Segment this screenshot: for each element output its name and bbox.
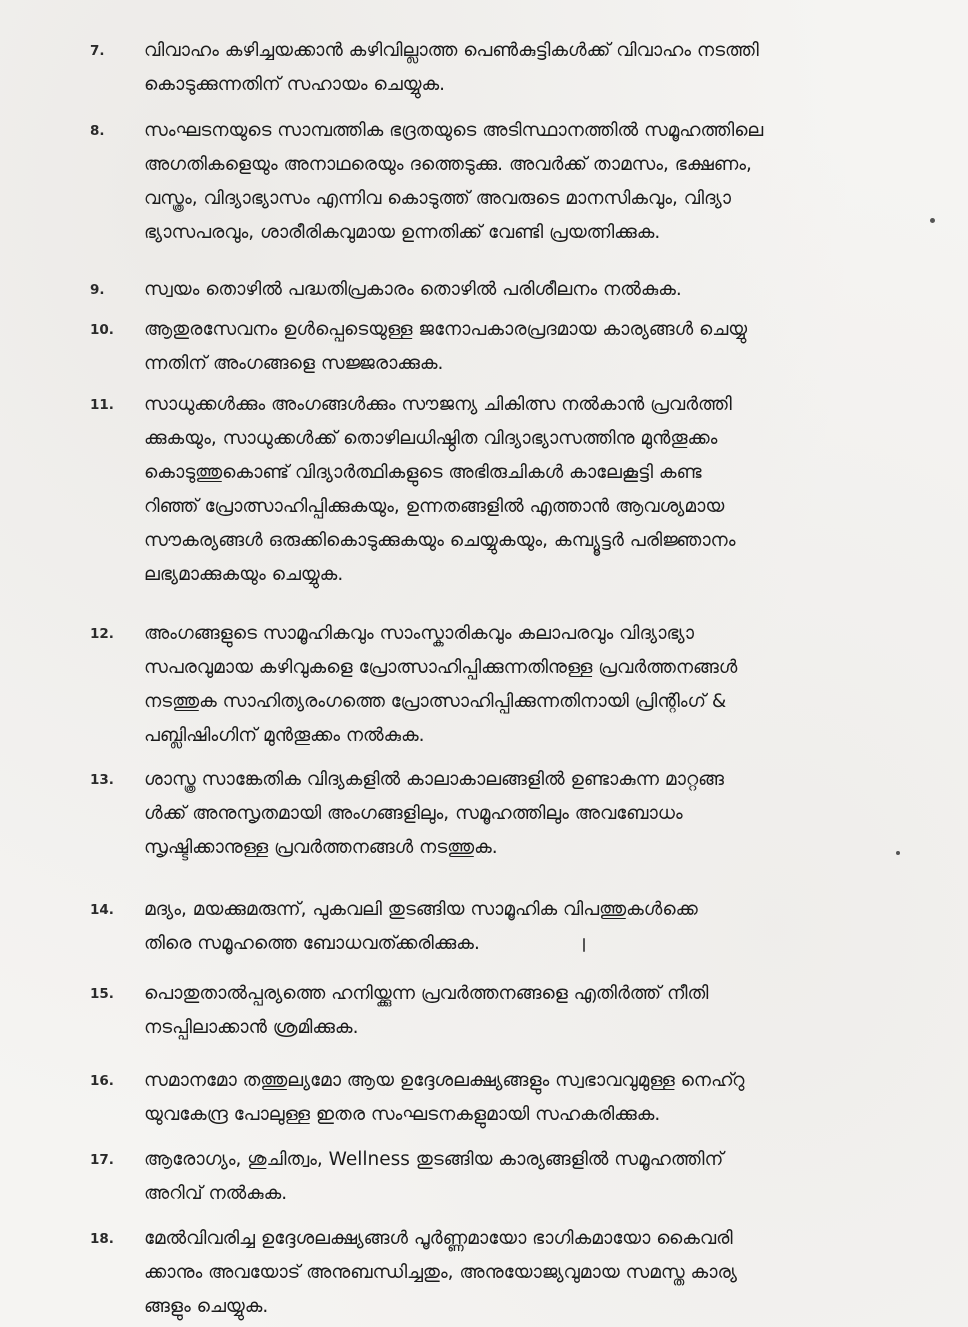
text-line: ക്കുകയും, സാധുക്കൾക്ക് തൊഴിലധിഷ്ഠിത വിദ്യാഭ്യാസത്തിനു മുൻതൂക്കം [144, 428, 718, 449]
text-line: ൾക്ക് അനുസൃതമായി അംഗങ്ങളിലും, സമൂഹത്തിലും അവബോധം [144, 803, 683, 824]
text-line: അംഗങ്ങളുടെ സാമൂഹികവും സാംസ്കാരികവും കലാപരവും വിദ്യാഭ്യാ [144, 623, 694, 644]
item-number: 16. [90, 1073, 114, 1089]
item-text [144, 977, 904, 1045]
text-line: നടപ്പിലാക്കാൻ ശ്രമിക്കുക. [144, 1017, 359, 1038]
text-line: വിവാഹം കഴിച്ചയക്കാൻ കഴിവില്ലാത്ത പെൺകുട്ടികൾക്ക് വിവാഹം നടത്തി [144, 40, 759, 61]
text-line: മേൽവിവരിച്ച ഉദ്ദേശലക്ഷ്യങ്ങൾ പൂർണ്ണമായോ ഭാഗികമായോ കൈവരി [144, 1228, 733, 1249]
text-line: കൊടുത്തുകൊണ്ട് വിദ്യാർത്ഥികളുടെ അഭിരുചികൾ കാലേകൂട്ടി കണ്ട [144, 462, 702, 483]
text-line: ഭ്യാസപരവും, ശാരീരികവുമായ ഉന്നതിക്ക് വേണ്ടി പ്രയത്നിക്കുക. [144, 222, 661, 243]
scan-speck [583, 938, 585, 952]
item-number: 18. [90, 1231, 114, 1247]
item-text [144, 1222, 904, 1324]
item-number: 13. [90, 772, 114, 788]
text-line: സമാനമോ തത്തുല്യമോ ആയ ഉദ്ദേശലക്ഷ്യങ്ങളും സ്വഭാവവുമുള്ള നെഹ്റു [144, 1070, 745, 1091]
text-line: സൃഷ്ടിക്കാനുള്ള പ്രവർത്തനങ്ങൾ നടത്തുക. [144, 837, 498, 858]
text-line: മദ്യം, മയക്കുമരുന്ന്, പുകവലി തുടങ്ങിയ സാമൂഹിക വിപത്തുകൾക്കെ [144, 899, 698, 920]
text-line: നടത്തുക സാഹിത്യരംഗത്തെ പ്രോത്സാഹിപ്പിക്കുന്നതിനായി പ്രിന്റിംഗ് & [144, 691, 727, 712]
text-line: സ്വയം തൊഴിൽ പദ്ധതിപ്രകാരം തൊഴിൽ പരിശീലനം നൽകുക. [144, 279, 682, 300]
text-line: ആതുരസേവനം ഉൾപ്പെടെയുള്ള ജനോപകാരപ്രദമായ കാര്യങ്ങൾ ചെയ്യു [144, 319, 748, 340]
item-text [144, 893, 904, 961]
scan-speck [930, 218, 935, 223]
text-line: ആരോഗ്യം, ശുചിത്വം, Wellness തുടങ്ങിയ കാര്യങ്ങളിൽ സമൂഹത്തിന് [144, 1149, 724, 1170]
text-line: ങ്ങളും ചെയ്യുക. [144, 1296, 269, 1317]
text-line: സംഘടനയുടെ സാമ്പത്തിക ഭദ്രതയുടെ അടിസ്ഥാനത്തിൽ സമൂഹത്തിലെ [144, 120, 764, 141]
item-number: 7. [90, 43, 105, 59]
text-line: സപരവുമായ കഴിവുകളെ പ്രോത്സാഹിപ്പിക്കുന്നതിനുള്ള പ്രവർത്തനങ്ങൾ [144, 657, 738, 678]
item-number: 10. [90, 322, 114, 338]
item-text [144, 313, 904, 381]
item-number: 15. [90, 986, 114, 1002]
text-line: ക്കാനും അവയോട് അനുബന്ധിച്ചതും, അനുയോജ്യവുമായ സമസ്ത കാര്യ [144, 1262, 737, 1283]
text-line: സാധുക്കൾക്കും അംഗങ്ങൾക്കും സൗജന്യ ചികിത്സ നൽകാൻ പ്രവർത്തി [144, 394, 732, 415]
item-number: 12. [90, 626, 114, 642]
text-line: ലഭ്യമാക്കുകയും ചെയ്യുക. [144, 564, 344, 585]
text-line: അറിവ് നൽകുക. [144, 1183, 288, 1204]
text-line: ന്നതിന് അംഗങ്ങളെ സജ്ജരാക്കുക. [144, 353, 444, 374]
item-number: 8. [90, 123, 105, 139]
text-line: വസ്ത്രം, വിദ്യാഭ്യാസം എന്നിവ കൊടുത്ത് അവരുടെ മാനസികവും, വിദ്യാ [144, 188, 732, 209]
text-line: പൊതുതാൽപ്പര്യത്തെ ഹനിയ്ക്കുന്ന പ്രവർത്തനങ്ങളെ എതിർത്ത് നീതി [144, 983, 709, 1004]
text-line: സൗകര്യങ്ങൾ ഒരുക്കികൊടുക്കുകയും ചെയ്യുകയും, കമ്പ്യൂട്ടർ പരിജ്ഞാനം [144, 530, 736, 551]
item-text [144, 114, 904, 250]
item-text [144, 388, 904, 592]
item-number: 14. [90, 902, 114, 918]
item-text [144, 1143, 904, 1211]
scan-speck [896, 851, 900, 855]
text-line: അഗതികളെയും അനാഥരെയും ദത്തെടുക്കു. അവർക്ക് താമസം, ഭക്ഷണം, [144, 154, 752, 175]
item-number: 17. [90, 1152, 114, 1168]
item-text [144, 273, 904, 307]
text-line: റിഞ്ഞ് പ്രോത്സാഹിപ്പിക്കുകയും, ഉന്നതങ്ങളിൽ എത്താൻ ആവശ്യമായ [144, 496, 725, 517]
text-line: ശാസ്ത്ര സാങ്കേതിക വിദ്യകളിൽ കാലാകാലങ്ങളിൽ ഉണ്ടാകുന്ന മാറ്റങ്ങ [144, 769, 724, 790]
text-line: യുവകേന്ദ്ര പോലുള്ള ഇതര സംഘടനകളുമായി സഹകരിക്കുക. [144, 1104, 661, 1125]
item-text [144, 34, 904, 102]
item-number: 9. [90, 282, 105, 298]
text-line: കൊടുക്കുന്നതിന് സഹായം ചെയ്യുക. [144, 74, 446, 95]
item-text [144, 763, 904, 865]
item-text [144, 617, 904, 753]
item-number: 11. [90, 397, 114, 413]
item-text [144, 1064, 904, 1132]
text-line: പബ്ലിഷിംഗിന് മുൻതൂക്കം നൽകുക. [144, 725, 425, 746]
text-line: തിരെ സമൂഹത്തെ ബോധവത്ക്കരിക്കുക. [144, 933, 480, 954]
